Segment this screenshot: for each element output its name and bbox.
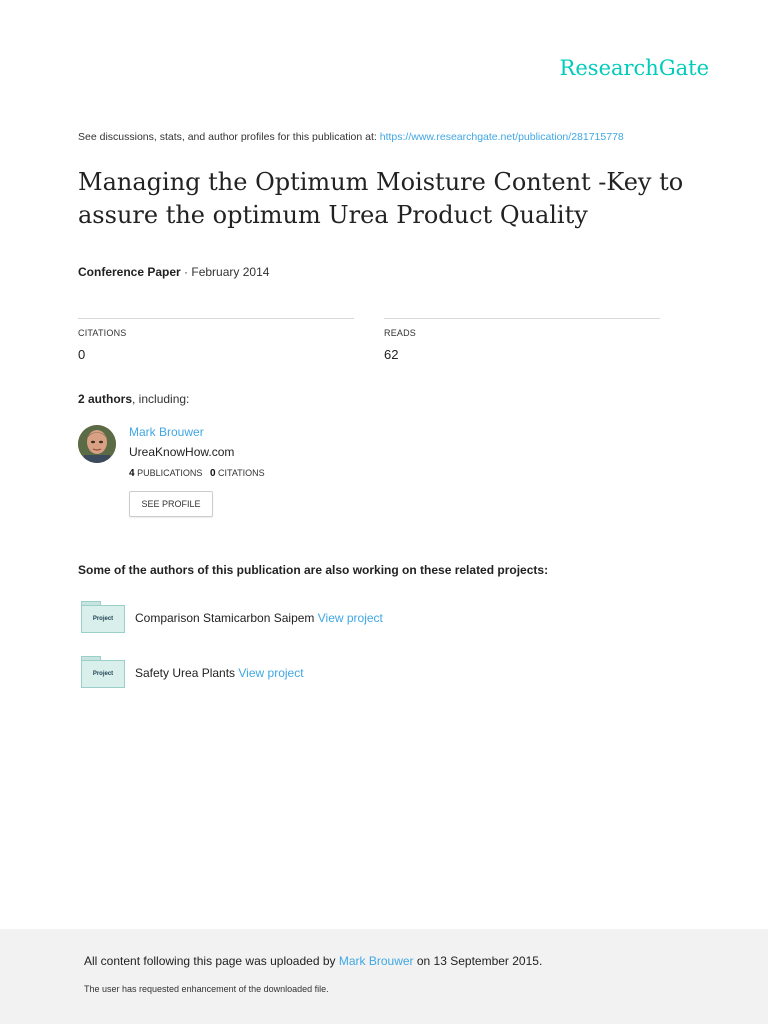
author-photo-icon — [78, 425, 116, 463]
publication-title: Managing the Optimum Moisture Content -Key to assure the optimum Urea Product Quality — [78, 168, 684, 229]
citations-label: CITATIONS — [78, 328, 127, 338]
project-folder-icon — [81, 656, 124, 688]
publication-url-link[interactable]: https://www.researchgate.net/publication/281715778 — [379, 131, 624, 143]
publication-meta — [78, 265, 269, 279]
project-text — [135, 666, 304, 680]
author-citations-count: 0 — [209, 468, 216, 479]
publication-date: · February 2014 — [180, 265, 270, 279]
upload-info — [84, 954, 542, 968]
project-item — [81, 601, 681, 635]
reads-stat — [384, 318, 660, 362]
citations-value: 0 — [78, 347, 86, 362]
author-publications-count: 4 — [129, 468, 135, 479]
related-projects-heading: Some of the authors of this publication are also working on these related projects: — [78, 563, 549, 577]
discussion-prefix: See discussions, stats, and author profiles for this publication at: — [78, 131, 380, 143]
view-project-link[interactable]: View project — [317, 611, 383, 625]
author-stats — [129, 468, 265, 479]
project-name: Comparison Stamicarbon Saipem — [135, 611, 318, 625]
researchgate-logo[interactable]: ResearchGate — [559, 56, 709, 80]
upload-footer — [0, 929, 768, 1024]
view-project-link[interactable]: View project — [238, 666, 304, 680]
uploader-link[interactable]: Mark Brouwer — [338, 954, 414, 968]
author-citations-label: CITATIONS — [215, 468, 265, 478]
reads-label: READS — [384, 328, 417, 338]
author-name-link[interactable]: Mark Brouwer — [129, 425, 204, 439]
project-text — [135, 611, 383, 625]
project-name: Safety Urea Plants — [135, 666, 239, 680]
authors-suffix: , including: — [132, 392, 190, 406]
discussion-line — [78, 131, 624, 143]
reads-value: 62 — [384, 347, 399, 362]
project-icon-label: Project — [81, 660, 125, 688]
author-publications-label: PUBLICATIONS — [134, 468, 203, 478]
authors-heading — [78, 392, 189, 406]
publication-type: Conference Paper — [78, 265, 181, 279]
project-icon-label: Project — [81, 605, 125, 633]
citations-stat — [78, 318, 354, 362]
upload-prefix: All content following this page was uploaded by — [84, 954, 339, 968]
authors-count: 2 authors — [78, 392, 133, 406]
project-item — [81, 656, 681, 690]
see-profile-button[interactable]: SEE PROFILE — [129, 491, 213, 517]
upload-suffix: on 13 September 2015. — [413, 954, 543, 968]
author-avatar[interactable] — [78, 425, 116, 463]
project-folder-icon — [81, 601, 124, 633]
enhancement-note: The user has requested enhancement of the downloaded file. — [84, 984, 329, 994]
author-institution: UreaKnowHow.com — [129, 445, 235, 459]
